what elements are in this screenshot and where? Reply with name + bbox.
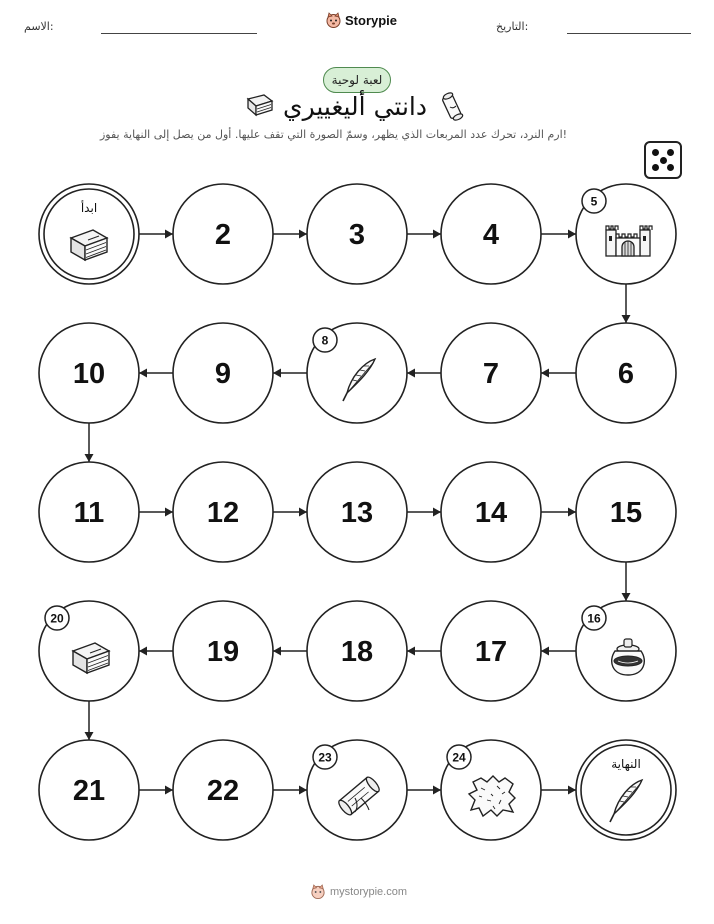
board-square bbox=[173, 601, 273, 701]
path-arrow bbox=[541, 786, 576, 795]
path-arrow bbox=[139, 508, 173, 517]
board-square bbox=[576, 184, 676, 284]
square-number: 19 bbox=[206, 636, 240, 668]
fox-mascot-icon bbox=[310, 884, 326, 900]
svg-text:23: 23 bbox=[318, 750, 332, 765]
path-arrow bbox=[541, 369, 576, 378]
page-title: دانتي أليغييري bbox=[283, 92, 427, 121]
square-number: 3 bbox=[348, 219, 366, 251]
board-square bbox=[39, 184, 139, 284]
square-number: 6 bbox=[617, 358, 635, 390]
board-square bbox=[576, 462, 676, 562]
square-number: 17 bbox=[474, 636, 508, 668]
square-number: 10 bbox=[72, 358, 106, 390]
square-number-badge bbox=[582, 189, 606, 213]
board-square bbox=[441, 462, 541, 562]
path-arrow bbox=[541, 647, 576, 656]
board-square bbox=[173, 740, 273, 840]
square-number: 13 bbox=[340, 497, 374, 529]
svg-text:5: 5 bbox=[590, 194, 598, 209]
square-number: 22 bbox=[206, 775, 240, 807]
path-arrow bbox=[407, 230, 441, 239]
board-square bbox=[307, 462, 407, 562]
board-square bbox=[441, 323, 541, 423]
board-square bbox=[173, 462, 273, 562]
path-arrow bbox=[273, 508, 307, 517]
path-arrow bbox=[541, 230, 576, 239]
square-number-badge bbox=[45, 606, 69, 630]
instructions-text: ارم النرد، تحرك عدد المربعات الذي يظهر، وسمّ الصورة التي تقف عليها. أول من يصل إلى النهاية يفوز! bbox=[100, 128, 568, 141]
date-label: التاريخ: bbox=[496, 20, 529, 33]
path-arrow bbox=[407, 786, 441, 795]
svg-text:20: 20 bbox=[50, 611, 64, 626]
square-number: 15 bbox=[609, 497, 643, 529]
board-square bbox=[441, 601, 541, 701]
svg-text:24: 24 bbox=[452, 750, 466, 765]
end-label: النهاية bbox=[611, 757, 641, 771]
square-number: 7 bbox=[482, 358, 500, 390]
path-arrow bbox=[273, 786, 307, 795]
name-label: الاسم: bbox=[24, 20, 54, 33]
square-number-badge bbox=[447, 745, 471, 769]
path-arrow bbox=[622, 562, 631, 601]
path-arrow bbox=[541, 508, 576, 517]
board-square bbox=[576, 601, 676, 701]
svg-text:16: 16 bbox=[587, 611, 601, 626]
path-arrow bbox=[139, 230, 173, 239]
board-square bbox=[173, 184, 273, 284]
board-square bbox=[39, 601, 139, 701]
path-arrow bbox=[273, 647, 307, 656]
path-arrow bbox=[407, 369, 441, 378]
square-number: 11 bbox=[73, 497, 105, 529]
board-square bbox=[39, 740, 139, 840]
square-number: 9 bbox=[214, 358, 232, 390]
board-square bbox=[307, 601, 407, 701]
square-number-badge bbox=[313, 745, 337, 769]
path-arrow bbox=[139, 647, 173, 656]
board-square bbox=[307, 323, 407, 423]
square-number: 4 bbox=[482, 219, 500, 251]
board-square bbox=[39, 462, 139, 562]
square-number: 12 bbox=[206, 497, 240, 529]
board-square bbox=[441, 740, 541, 840]
path-arrow bbox=[622, 284, 631, 323]
board-square bbox=[307, 184, 407, 284]
square-number: 21 bbox=[72, 775, 106, 807]
game-type-badge: لعبة لوحية bbox=[323, 67, 391, 93]
path-arrow bbox=[139, 786, 173, 795]
footer-url: mystorypie.com bbox=[330, 886, 408, 898]
square-number-badge bbox=[582, 606, 606, 630]
path-arrow bbox=[273, 230, 307, 239]
square-number: 2 bbox=[214, 219, 232, 251]
board-square bbox=[576, 323, 676, 423]
board-square bbox=[39, 323, 139, 423]
path-arrow bbox=[407, 647, 441, 656]
path-arrow bbox=[85, 701, 94, 740]
brand-name: Storypie bbox=[345, 13, 398, 28]
board-square bbox=[576, 740, 676, 840]
square-number: 18 bbox=[340, 636, 374, 668]
square-number: 14 bbox=[474, 497, 508, 529]
path-arrow bbox=[407, 508, 441, 517]
footer bbox=[310, 884, 407, 900]
board-square bbox=[441, 184, 541, 284]
board-square bbox=[307, 740, 407, 840]
path-arrow bbox=[139, 369, 173, 378]
start-label: ابدأ bbox=[80, 201, 98, 215]
svg-text:8: 8 bbox=[321, 333, 329, 348]
square-number-badge bbox=[313, 328, 337, 352]
board-square bbox=[173, 323, 273, 423]
path-arrow bbox=[85, 423, 94, 462]
path-arrow bbox=[273, 369, 307, 378]
